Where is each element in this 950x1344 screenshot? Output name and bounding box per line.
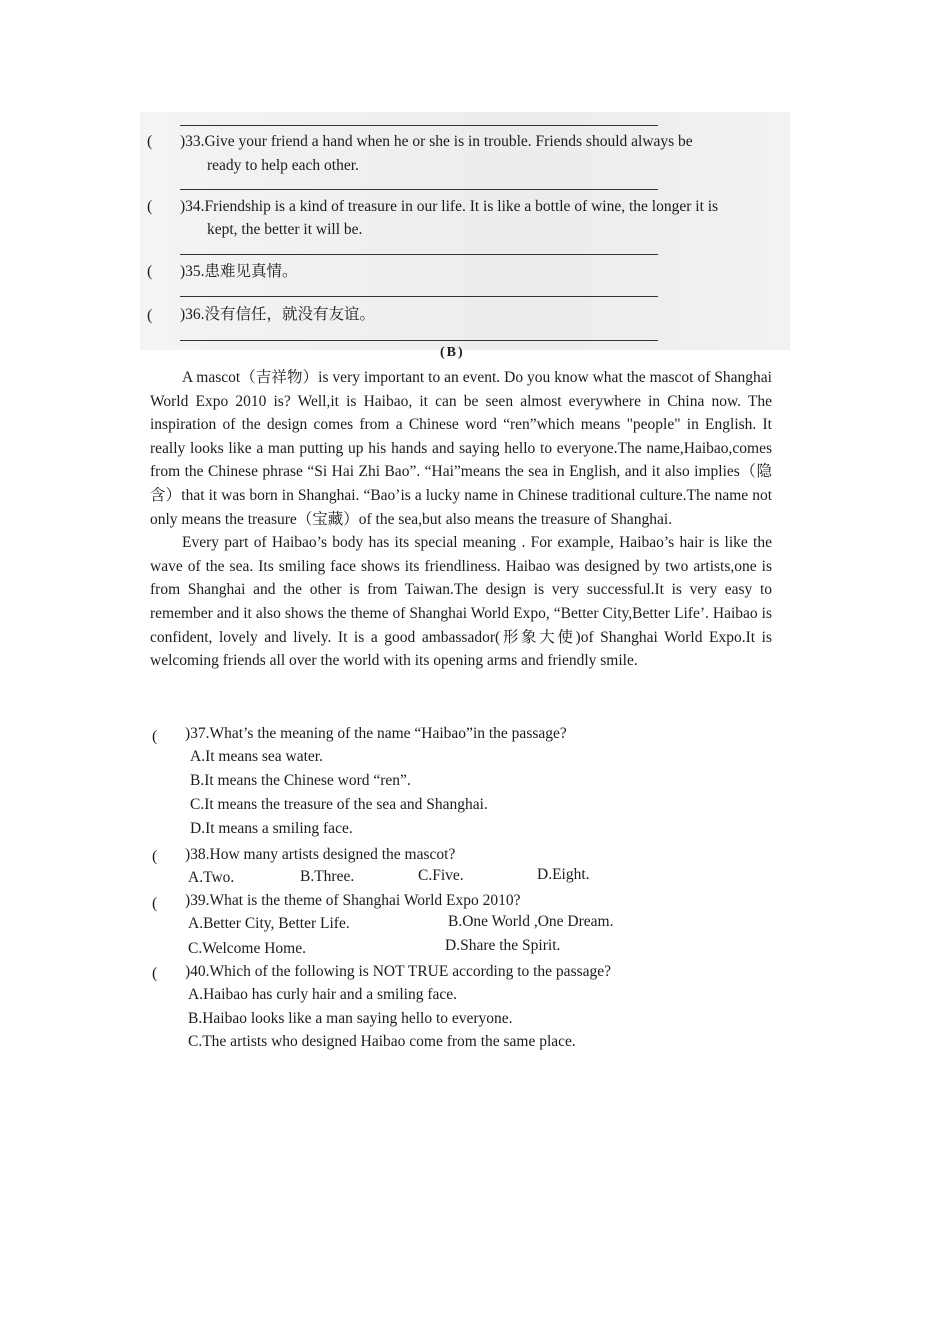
question-number: )35. — [180, 263, 205, 280]
option-a: A.Two. — [188, 869, 235, 886]
option-c: C.The artists who designed Haibao come from the same place. — [188, 1033, 576, 1050]
question-text: What’s the meaning of the name “Haibao”in the passage? — [209, 725, 567, 742]
answer-bracket: ( — [147, 198, 153, 215]
answer-line — [180, 254, 658, 255]
question-number: )39. — [185, 892, 210, 909]
question-36 — [180, 303, 375, 326]
option-b: B.Haibao looks like a man saying hello to everyone. — [188, 1010, 513, 1027]
option-b: B.One World ,One Dream. — [448, 913, 614, 930]
option-a: A.Haibao has curly hair and a smiling face. — [188, 986, 458, 1003]
question-text: Which of the following is NOT TRUE according to the passage? — [209, 963, 612, 980]
question-37 — [185, 722, 567, 745]
answer-bracket: ( — [147, 133, 153, 150]
option-d: D.It means a smiling face. — [190, 820, 353, 837]
option-c: C.It means the treasure of the sea and Shanghai. — [190, 796, 488, 813]
question-number: )33. — [180, 133, 205, 150]
option-d: D.Eight. — [537, 866, 590, 883]
answer-line — [180, 296, 658, 297]
passage-paragraph: Every part of Haibao’s body has its special meaning . For example, Haibao’s hair is like the wave of the sea. Its smiling face shows its friendliness. Haibao was designed by two artists,one is from Shanghai and the other is from Taiwan.The design is very successful.It is very easy to remember and it also shows the theme of Shanghai World Expo, “Better City,Better Life’. Haibao is confident, lovely and lively. It is a good ambassador(形象大使)of Shanghai World Expo.It is welcoming friends all over the world with its opening arms and friendly smile. — [150, 534, 772, 670]
question-34 — [180, 195, 718, 218]
question-number: )34. — [180, 198, 205, 215]
section-heading: (B) — [440, 345, 465, 360]
question-text: Friendship is a kind of treasure in our life. It is like a bottle of wine, the longer it is — [204, 198, 719, 215]
question-number: )37. — [185, 725, 210, 742]
question-39 — [185, 889, 521, 912]
option-b: B.Three. — [300, 868, 355, 885]
option-a: A.Better City, Better Life. — [188, 915, 350, 932]
answer-bracket: ( — [152, 895, 158, 912]
question-38 — [185, 843, 455, 866]
answer-line — [180, 189, 658, 190]
question-text: 没有信任，就没有友谊。 — [204, 306, 376, 323]
answer-bracket: ( — [147, 307, 153, 324]
question-34-continued: kept, the better it will be. — [207, 221, 363, 238]
question-text: How many artists designed the mascot? — [209, 846, 456, 863]
question-40 — [185, 960, 611, 983]
answer-bracket: ( — [152, 848, 158, 865]
question-text: Give your friend a hand when he or she is in trouble. Friends should always be — [204, 133, 693, 150]
answer-bracket: ( — [147, 263, 153, 280]
question-33-continued: ready to help each other. — [207, 157, 359, 174]
option-c: C.Welcome Home. — [188, 940, 306, 957]
passage-paragraph: A mascot（吉祥物）is very important to an event. Do you know what the mascot of Shanghai World Expo 2010 is? Well,it is Haibao, it can be seen almost everywhere in China now. The inspiration of the design comes from a Chinese word “ren”which means "people" in English. It really looks like a man putting up his hands and saying hello to everyone.The name,Haibao,comes from the Chinese phrase “Si Hai Zhi Bao”. “Hai”means the sea in English, and it also implies（隐含）that it was born in Shanghai. “Bao’is a lucky name in Chinese traditional culture.The name not only means the treasure（宝藏）of the sea,but also means the treasure of Shanghai. — [150, 369, 772, 528]
reading-passage — [150, 366, 772, 673]
answer-bracket: ( — [152, 728, 158, 745]
answer-line — [180, 340, 658, 341]
question-number: )40. — [185, 963, 210, 980]
question-35 — [180, 260, 298, 283]
question-33 — [180, 130, 693, 153]
option-c: C.Five. — [418, 867, 464, 884]
question-number: )38. — [185, 846, 210, 863]
question-text: 患难见真情。 — [204, 263, 298, 280]
answer-line — [180, 125, 658, 126]
question-number: )36. — [180, 306, 205, 323]
option-b: B.It means the Chinese word “ren”. — [190, 772, 411, 789]
question-text: What is the theme of Shanghai World Expo 2010? — [209, 892, 521, 909]
option-a: A.It means sea water. — [190, 748, 323, 765]
answer-bracket: ( — [152, 965, 158, 982]
option-d: D.Share the Spirit. — [445, 937, 561, 954]
